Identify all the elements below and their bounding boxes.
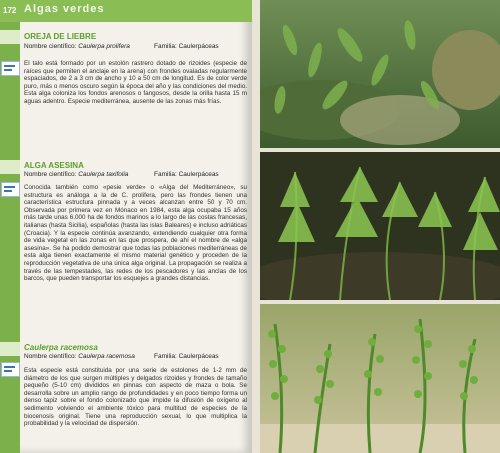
species-title: ALGA ASESINA bbox=[24, 161, 84, 170]
section-header bbox=[0, 0, 252, 22]
family-group bbox=[154, 43, 219, 50]
photo-caulerpa-racemosa bbox=[260, 304, 500, 453]
family-name: Caulerpáceas bbox=[178, 353, 219, 360]
family-name: Caulerpáceas bbox=[178, 171, 219, 178]
right-page bbox=[252, 0, 500, 453]
habitat-icon bbox=[1, 61, 20, 76]
species-description: Esta especie está constituida por una serie de estolones de 1-2 mm de diámetro de los que surgen múltiples y delgados rizoides y frondes de tamaño pequeño (5-10 cm) divididos en pinnas con aspecto de maza o bola. Se desarrolla sobre un amplio rango de profundidades y en poco tiempo forma un denso tapiz sobre el fondo colonizado que impide la difusión de oxígeno al sedimento volviendo el ambiente tóxico para multitud de especies de la biocenosis original. Tiene una reproducción sexual, lo que multiplica la probabilidad y la velocidad de dispersión. bbox=[24, 367, 247, 428]
section-title: Algas verdes bbox=[24, 3, 105, 15]
photo-oreja-de-liebre bbox=[260, 0, 500, 148]
entry-marker bbox=[0, 160, 20, 174]
entry-marker bbox=[0, 30, 20, 44]
sci-name: Caulerpa taxifolia bbox=[78, 171, 129, 178]
habitat-icon bbox=[1, 182, 20, 197]
entry-marker bbox=[0, 342, 20, 356]
photo-alga-asesina bbox=[260, 152, 500, 300]
species-description: El talo está formado por un estolón rastrero dotado de rizoides (especie de raíces que permiten el anclaje en la arena) con frondes ovaladas regularmente espaciados, de 2 a 3 cm de ancho y 10 a 50 cm de longitud. Es de color verde puro, más o menos oscuro según la época del año y las condiciones del medio. Esta alga coloniza los fondos arenosos o fangosos, desde la orilla hasta 15 m aguas adentro. Especie mediterránea, ausente de las zonas más frías. bbox=[24, 60, 247, 105]
sci-name: Caulerpa racemosa bbox=[78, 353, 135, 360]
family-label: Familia: bbox=[154, 353, 177, 360]
species-meta bbox=[24, 171, 219, 178]
sci-name: Caulerpa prolifera bbox=[78, 43, 130, 50]
family-label: Familia: bbox=[154, 171, 177, 178]
family-group bbox=[154, 171, 219, 178]
sci-label: Nombre científico: bbox=[24, 353, 77, 360]
family-label: Familia: bbox=[154, 43, 177, 50]
sci-label: Nombre científico: bbox=[24, 171, 77, 178]
species-description: Conocida también como «pesie verde» o «Alga del Mediterráneo», su estructura es análoga a la de C. prolifera, pero las frondes tienen una característica estructura pinnada y a veces alcanzan entre 50 y 70 cm. Observada por primera vez en Mónaco en 1984, esta alga ocupaba 15 años más tarde unas 6.000 ha de fondos marinos a lo largo de las costas francesas, italianas (hasta Sicilia), españolas (hasta las islas Baleares) e incluso adriáticas (Croacia). Y la especie continúa avanzando, extendiendo cualquier otra forma de vida vegetal en las zonas en las que prospera, de ahí el nombre de «alga asesina». Se ha podido demostrar que todas las poblaciones mediterráneas de esta alga tienen exactamente el mismo material genético y proceden de la reproducción vegetativa de una única alga original. La propagación se realiza a través de las tempestades, las redes de los pescadores y las anclas de los barcos, que pueden transportar los esquejes a grandes distancias. bbox=[24, 184, 247, 283]
species-title: Caulerpa racemosa bbox=[24, 343, 98, 352]
family-name: Caulerpáceas bbox=[178, 43, 219, 50]
habitat-icon bbox=[1, 362, 20, 377]
family-group bbox=[154, 353, 219, 360]
species-meta bbox=[24, 43, 219, 50]
page-number: 172 bbox=[3, 6, 17, 15]
species-meta bbox=[24, 353, 219, 360]
species-title: OREJA DE LIEBRE bbox=[24, 32, 97, 41]
sci-label: Nombre científico: bbox=[24, 43, 77, 50]
